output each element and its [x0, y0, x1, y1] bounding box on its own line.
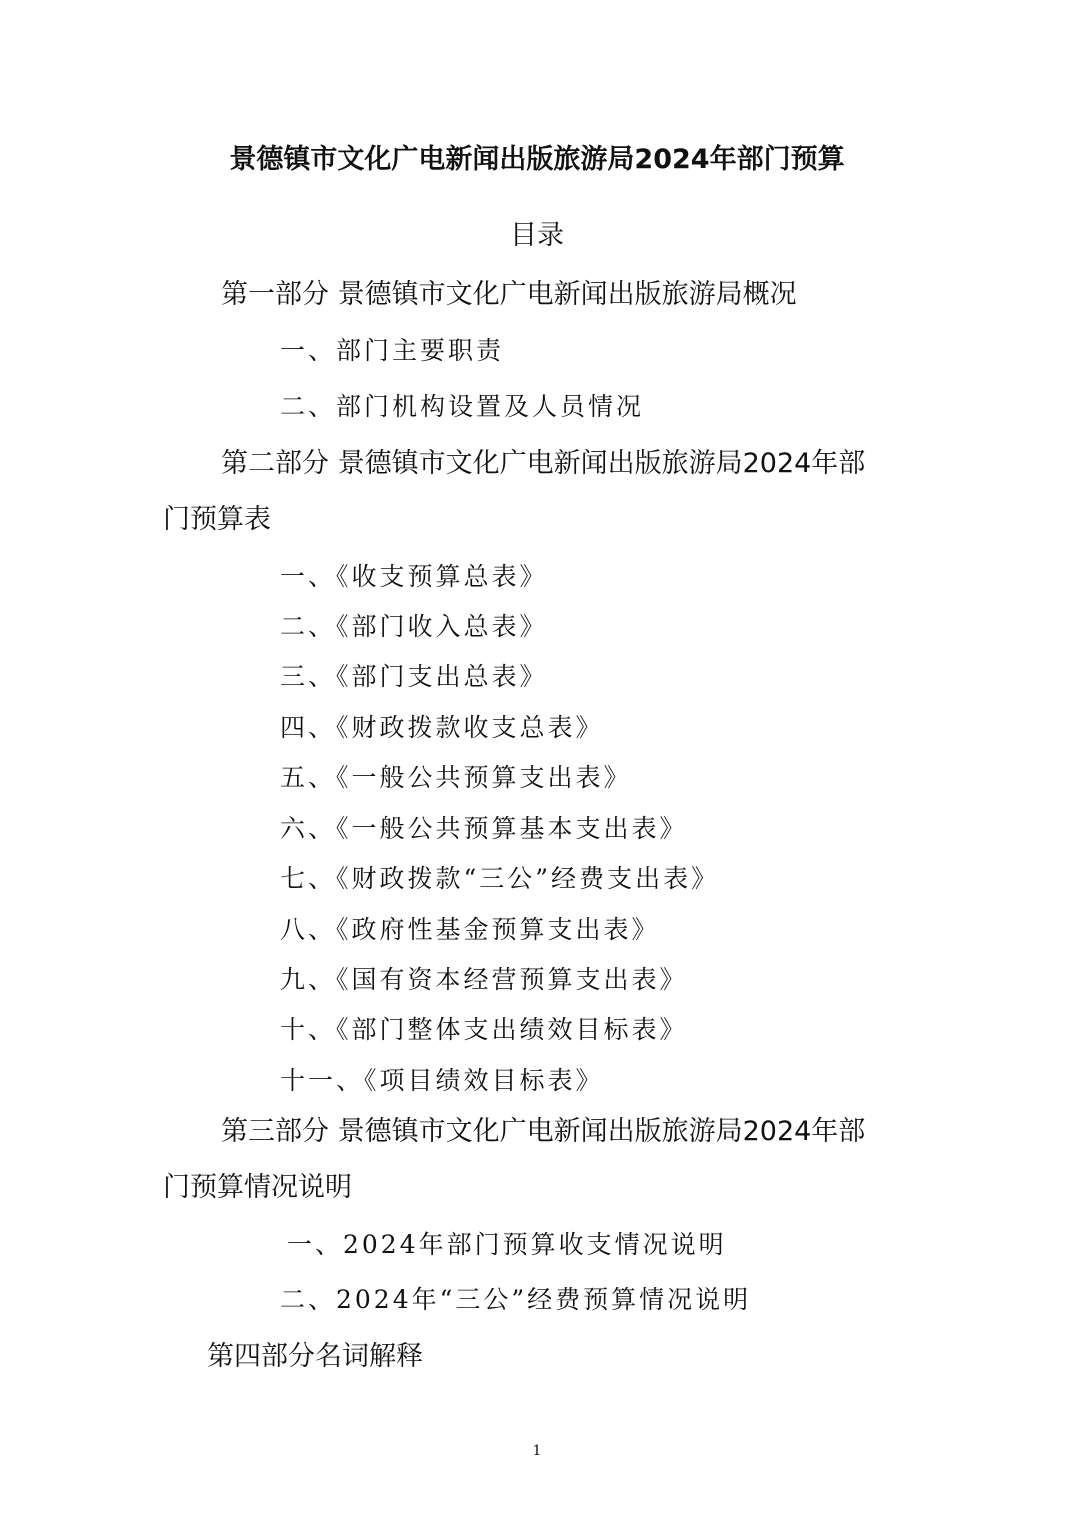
toc-item: 三、《部门支出总表》	[280, 662, 548, 691]
part1-heading: 第一部分 景德镇市文化广电新闻出版旅游局概况	[221, 279, 797, 310]
part4-heading: 第四部分名词解释	[207, 1341, 423, 1372]
part2-heading: 第二部分 景德镇市文化广电新闻出版旅游局2024年部	[221, 448, 866, 479]
document-title: 景德镇市文化广电新闻出版旅游局2024年部门预算	[229, 144, 845, 175]
toc-item: 五、《一般公共预算支出表》	[280, 763, 632, 792]
toc-item: 十、《部门整体支出绩效目标表》	[280, 1015, 688, 1044]
toc-item: 十一、《项目绩效目标表》	[280, 1066, 604, 1095]
toc-item: 一、2024年部门预算收支情况说明	[287, 1230, 727, 1259]
toc-item: 二、2024年“三公”经费预算情况说明	[280, 1285, 752, 1314]
toc-item: 二、部门机构设置及人员情况	[280, 392, 645, 421]
toc-item: 九、《国有资本经营预算支出表》	[280, 965, 688, 994]
toc-item: 二、《部门收入总表》	[280, 612, 548, 641]
part3-heading-cont: 门预算情况说明	[163, 1172, 352, 1203]
part2-heading-cont: 门预算表	[163, 504, 271, 535]
toc-item: 七、《财政拨款“三公”经费支出表》	[280, 864, 720, 893]
toc-title: 目录	[510, 220, 564, 251]
part3-heading: 第三部分 景德镇市文化广电新闻出版旅游局2024年部	[221, 1116, 866, 1147]
page-number: 1	[532, 1443, 542, 1459]
toc-item: 六、《一般公共预算基本支出表》	[280, 814, 688, 843]
toc-item: 四、《财政拨款收支总表》	[280, 713, 604, 742]
toc-item: 八、《政府性基金预算支出表》	[280, 915, 660, 944]
toc-item: 一、部门主要职责	[280, 336, 505, 365]
toc-item: 一、《收支预算总表》	[280, 562, 548, 591]
